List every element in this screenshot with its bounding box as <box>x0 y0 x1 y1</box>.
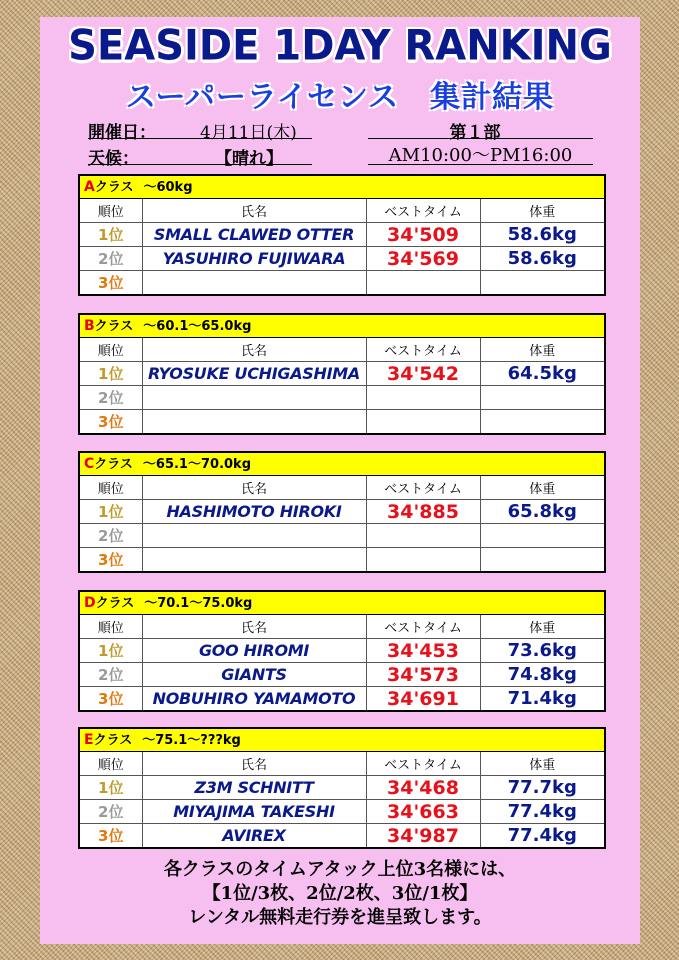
time-range-underline <box>368 164 593 165</box>
best-time-cell: 34'509 <box>366 223 480 247</box>
rank-cell: 3位 <box>80 687 142 711</box>
driver-name-cell <box>142 271 366 295</box>
weight-cell: 74.8kg <box>480 663 604 687</box>
weight-cell: 71.4kg <box>480 687 604 711</box>
class-header <box>80 176 604 199</box>
rank-cell: 2位 <box>80 800 142 824</box>
best-time-cell <box>366 410 480 434</box>
weather-value: 【晴れ】 <box>215 149 283 169</box>
table-row <box>80 500 604 524</box>
best-time-cell: 34'987 <box>366 824 480 848</box>
ranking-table <box>80 476 604 571</box>
class-table-c <box>78 451 606 573</box>
weight-cell <box>480 386 604 410</box>
table-header-row <box>80 476 604 500</box>
header-rank: 順位 <box>80 476 142 500</box>
table-header-row <box>80 199 604 223</box>
weight-cell <box>480 548 604 572</box>
rank-cell: 3位 <box>80 548 142 572</box>
rank-cell: 1位 <box>80 500 142 524</box>
class-weight-range: 〜60kg <box>143 180 193 195</box>
best-time-cell <box>366 386 480 410</box>
table-row <box>80 548 604 572</box>
class-weight-range: 〜60.1〜65.0kg <box>143 319 252 334</box>
rank-cell: 2位 <box>80 386 142 410</box>
driver-name-cell: NOBUHIRO YAMAMOTO <box>142 687 366 711</box>
ranking-table <box>80 338 604 433</box>
page-subtitle: スーパーライセンス 集計結果 <box>125 80 555 115</box>
best-time-cell: 34'569 <box>366 247 480 271</box>
weather-underline <box>88 164 312 165</box>
table-header-row <box>80 338 604 362</box>
time-range: AM10:00〜PM16:00 <box>388 145 573 166</box>
ranking-table <box>80 615 604 710</box>
class-header <box>80 453 604 476</box>
header-best-time: ベストタイム <box>366 199 480 223</box>
class-table-e <box>78 727 606 849</box>
driver-name-cell <box>142 524 366 548</box>
table-row <box>80 687 604 711</box>
driver-name-cell <box>142 410 366 434</box>
table-row <box>80 362 604 386</box>
header-name: 氏名 <box>142 199 366 223</box>
ranking-table <box>80 199 604 294</box>
table-row <box>80 663 604 687</box>
header-name: 氏名 <box>142 615 366 639</box>
best-time-cell <box>366 548 480 572</box>
table-row <box>80 776 604 800</box>
driver-name-cell: GIANTS <box>142 663 366 687</box>
rank-cell: 1位 <box>80 362 142 386</box>
class-label: クラス <box>95 596 135 611</box>
table-header-row <box>80 615 604 639</box>
date-label: 開催日： <box>88 123 156 143</box>
weight-cell: 58.6kg <box>480 223 604 247</box>
table-row <box>80 639 604 663</box>
rank-cell: 3位 <box>80 824 142 848</box>
weight-cell <box>480 271 604 295</box>
rank-cell: 1位 <box>80 776 142 800</box>
table-row <box>80 800 604 824</box>
header-weight: 体重 <box>480 476 604 500</box>
header-rank: 順位 <box>80 338 142 362</box>
header-name: 氏名 <box>142 476 366 500</box>
driver-name-cell: GOO HIROMI <box>142 639 366 663</box>
table-row <box>80 524 604 548</box>
date-underline <box>88 138 312 139</box>
header-best-time: ベストタイム <box>366 338 480 362</box>
class-letter: B <box>84 318 95 334</box>
class-header <box>80 729 604 752</box>
ranking-sheet <box>40 17 640 944</box>
header-best-time: ベストタイム <box>366 615 480 639</box>
best-time-cell: 34'453 <box>366 639 480 663</box>
weight-cell: 73.6kg <box>480 639 604 663</box>
class-header <box>80 592 604 615</box>
weight-cell: 77.7kg <box>480 776 604 800</box>
class-table-b <box>78 313 606 435</box>
table-row <box>80 223 604 247</box>
rank-cell: 3位 <box>80 410 142 434</box>
rank-cell: 2位 <box>80 247 142 271</box>
class-label: クラス <box>94 457 133 472</box>
class-letter: D <box>84 595 96 611</box>
class-letter: C <box>84 456 95 472</box>
header-weight: 体重 <box>480 615 604 639</box>
session-label: 第１部 <box>449 123 501 143</box>
driver-name-cell <box>142 386 366 410</box>
weight-cell: 58.6kg <box>480 247 604 271</box>
rank-cell: 2位 <box>80 663 142 687</box>
best-time-cell: 34'573 <box>366 663 480 687</box>
weight-cell: 77.4kg <box>480 824 604 848</box>
class-weight-range: 〜65.1〜70.0kg <box>142 457 252 472</box>
weight-cell: 65.8kg <box>480 500 604 524</box>
weight-cell: 77.4kg <box>480 800 604 824</box>
footer-line-2: 【1位/3枚、2位/2枚、3位/1枚】 <box>202 883 478 904</box>
table-row <box>80 271 604 295</box>
header-rank: 順位 <box>80 615 142 639</box>
weight-cell <box>480 524 604 548</box>
driver-name-cell: AVIREX <box>142 824 366 848</box>
driver-name-cell <box>142 548 366 572</box>
best-time-cell <box>366 524 480 548</box>
header-name: 氏名 <box>142 752 366 776</box>
table-row <box>80 386 604 410</box>
rank-cell: 1位 <box>80 639 142 663</box>
table-row <box>80 247 604 271</box>
best-time-cell: 34'691 <box>366 687 480 711</box>
rank-cell: 2位 <box>80 524 142 548</box>
best-time-cell: 34'885 <box>366 500 480 524</box>
class-weight-range: 〜75.1〜???kg <box>142 733 241 748</box>
driver-name-cell: YASUHIRO FUJIWARA <box>142 247 366 271</box>
date-value: 4月11日(木) <box>200 123 297 143</box>
class-weight-range: 〜70.1〜75.0kg <box>144 596 253 611</box>
header-rank: 順位 <box>80 199 142 223</box>
page-title: SEASIDE 1DAY RANKING <box>68 21 612 71</box>
table-row <box>80 824 604 848</box>
driver-name-cell: RYOSUKE UCHIGASHIMA <box>142 362 366 386</box>
driver-name-cell: HASHIMOTO HIROKI <box>142 500 366 524</box>
best-time-cell: 34'542 <box>366 362 480 386</box>
header-weight: 体重 <box>480 199 604 223</box>
class-table-d <box>78 590 606 712</box>
header-weight: 体重 <box>480 752 604 776</box>
weight-cell: 64.5kg <box>480 362 604 386</box>
weight-cell <box>480 410 604 434</box>
table-row <box>80 410 604 434</box>
ranking-table <box>80 752 604 847</box>
header-weight: 体重 <box>480 338 604 362</box>
rank-cell: 1位 <box>80 223 142 247</box>
footer-line-1: 各クラスのタイムアタック上位3名様には、 <box>163 859 517 880</box>
footer-line-3: レンタル無料走行券を進呈致します。 <box>188 907 492 928</box>
header-rank: 順位 <box>80 752 142 776</box>
class-letter: A <box>84 179 95 195</box>
rank-cell: 3位 <box>80 271 142 295</box>
header-best-time: ベストタイム <box>366 476 480 500</box>
header-best-time: ベストタイム <box>366 752 480 776</box>
driver-name-cell: MIYAJIMA TAKESHI <box>142 800 366 824</box>
driver-name-cell: Z3M SCHNITT <box>142 776 366 800</box>
class-letter: E <box>84 732 94 748</box>
class-header <box>80 315 604 338</box>
class-label: クラス <box>94 319 134 334</box>
table-header-row <box>80 752 604 776</box>
class-label: クラス <box>93 733 133 748</box>
class-label: クラス <box>94 180 134 195</box>
best-time-cell <box>366 271 480 295</box>
header-name: 氏名 <box>142 338 366 362</box>
session-underline <box>368 138 593 139</box>
weather-label: 天候： <box>88 149 139 169</box>
best-time-cell: 34'468 <box>366 776 480 800</box>
class-table-a <box>78 174 606 296</box>
driver-name-cell: SMALL CLAWED OTTER <box>142 223 366 247</box>
best-time-cell: 34'663 <box>366 800 480 824</box>
